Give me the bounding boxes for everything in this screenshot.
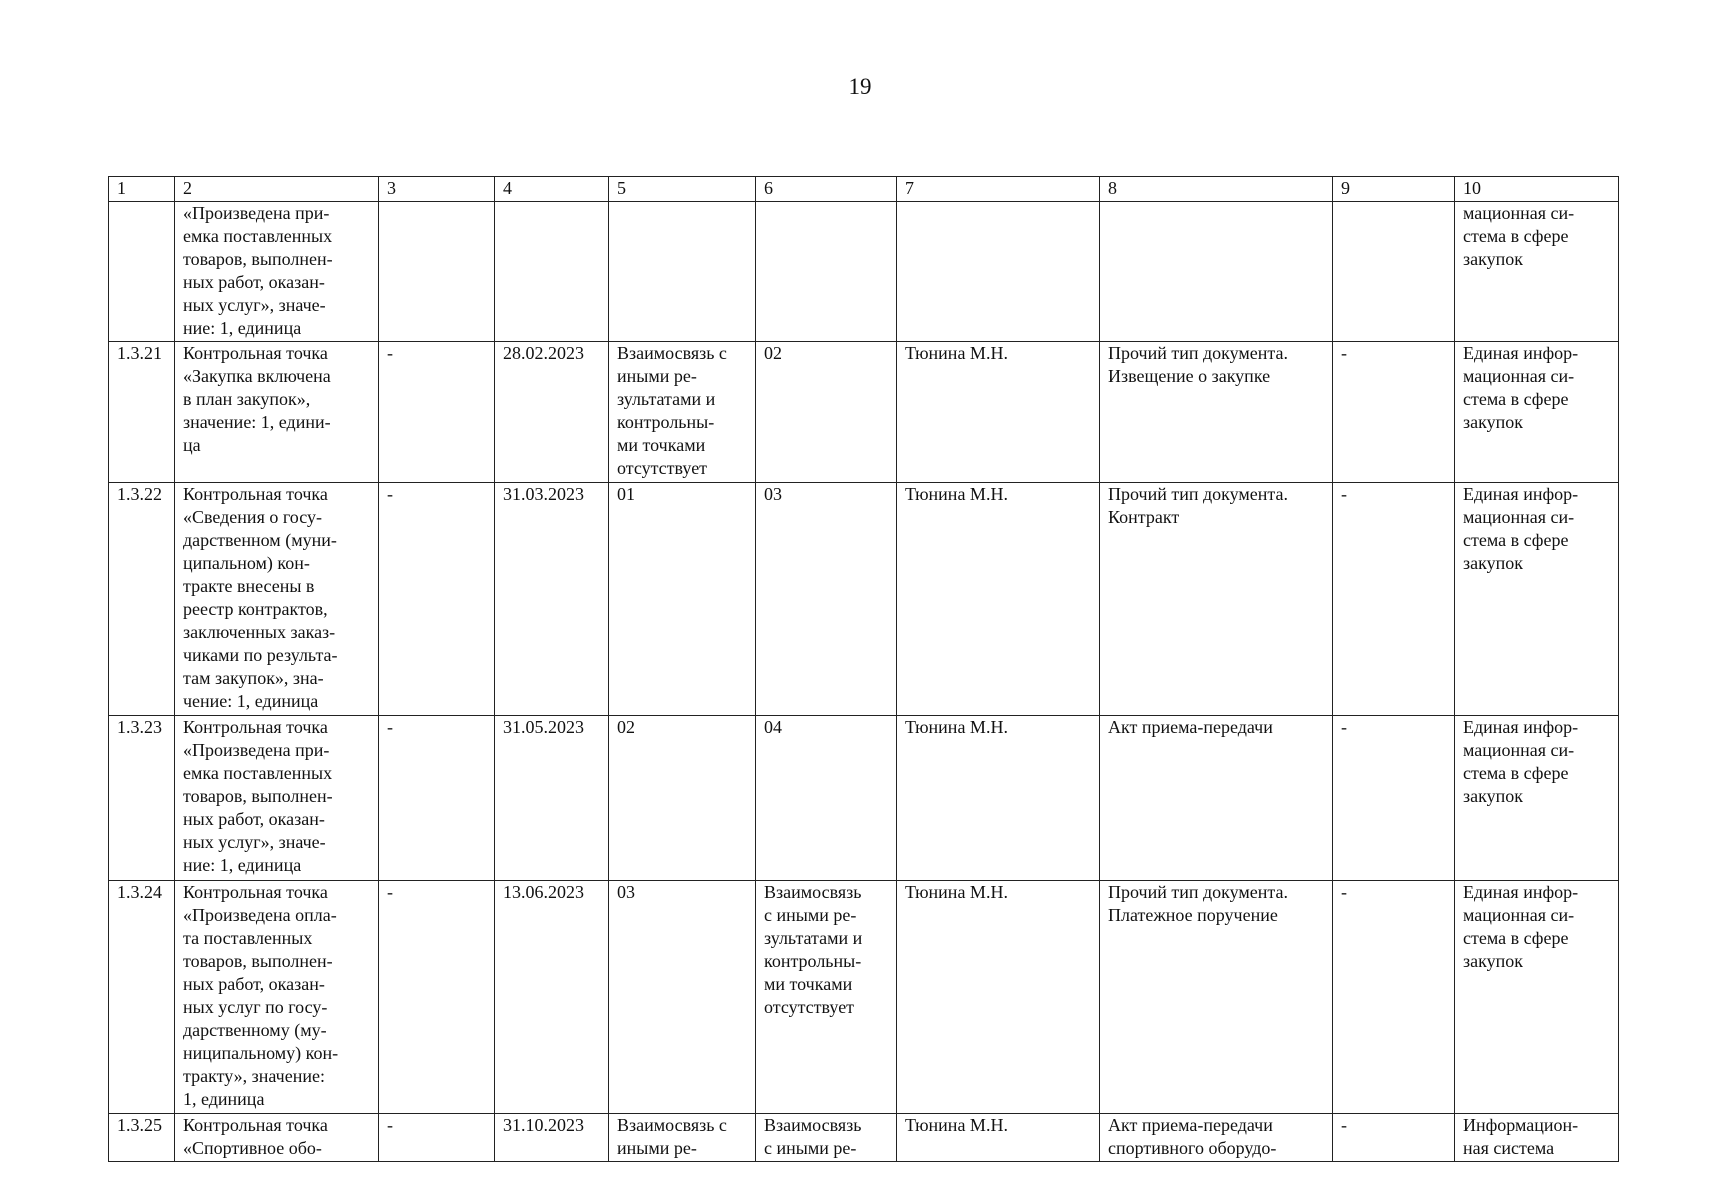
document-table: [108, 176, 1619, 1162]
header-cell: 4: [495, 177, 609, 202]
cell-col9: [1333, 202, 1455, 342]
info-system-cell: мационная си- стема в сфере закупок: [1455, 202, 1619, 342]
info-system-cell: Единая инфор- мационная си- стема в сфере закупок: [1455, 716, 1619, 881]
info-system-cell: Информацион- ная система: [1455, 1114, 1619, 1162]
header-cell: 2: [175, 177, 379, 202]
header-cell: 1: [109, 177, 175, 202]
responsible-cell: Тюнина М.Н.: [897, 716, 1100, 881]
checkpoint-name-cell: «Произведена при- емка поставленных товаров, выполнен- ных работ, оказан- ных услуг», значе- ние: 1, единица: [175, 202, 379, 342]
cell-col3: -: [379, 342, 495, 483]
cell-col6: Взаимосвязь с иными ре-: [756, 1114, 897, 1162]
cell-col5: 01: [609, 483, 756, 716]
cell-col3: -: [379, 881, 495, 1114]
cell-col5: 02: [609, 716, 756, 881]
cell-col9: -: [1333, 342, 1455, 483]
checkpoint-name-cell: Контрольная точка «Закупка включена в план закупок», значение: 1, едини- ца: [175, 342, 379, 483]
cell-col5: 03: [609, 881, 756, 1114]
info-system-cell: Единая инфор- мационная си- стема в сфере закупок: [1455, 881, 1619, 1114]
responsible-cell: Тюнина М.Н.: [897, 881, 1100, 1114]
responsible-cell: [897, 202, 1100, 342]
date-cell: 28.02.2023: [495, 342, 609, 483]
responsible-cell: Тюнина М.Н.: [897, 1114, 1100, 1162]
cell-col5: [609, 202, 756, 342]
cell-col3: -: [379, 1114, 495, 1162]
header-cell: 7: [897, 177, 1100, 202]
page-number: 19: [848, 74, 872, 99]
row-number-cell: 1.3.23: [109, 716, 175, 881]
header-cell: 3: [379, 177, 495, 202]
cell-col5: Взаимосвязь с иными ре-: [609, 1114, 756, 1162]
row-number-cell: 1.3.25: [109, 1114, 175, 1162]
cell-col6: 04: [756, 716, 897, 881]
header-cell: 5: [609, 177, 756, 202]
cell-col9: -: [1333, 881, 1455, 1114]
cell-col6: Взаимосвязь с иными ре- зультатами и контрольны- ми точками отсутствует: [756, 881, 897, 1114]
cell-col6: 02: [756, 342, 897, 483]
checkpoint-name-cell: Контрольная точка «Сведения о госу- дарственном (муни- ципальном) кон- тракте внесены в реестр контрактов, заключенных заказ- чиками по результа- там закупок», зна- чение: 1, единица: [175, 483, 379, 716]
header-cell: 6: [756, 177, 897, 202]
row-number-cell: 1.3.22: [109, 483, 175, 716]
date-cell: [495, 202, 609, 342]
table-header-row: [109, 177, 1619, 202]
header-cell: 9: [1333, 177, 1455, 202]
cell-col3: [379, 202, 495, 342]
row-number-cell: [109, 202, 175, 342]
document-type-cell: Прочий тип документа. Платежное поручение: [1100, 881, 1333, 1114]
responsible-cell: Тюнина М.Н.: [897, 483, 1100, 716]
document-type-cell: Акт приема-передачи: [1100, 716, 1333, 881]
cell-col9: -: [1333, 1114, 1455, 1162]
date-cell: 31.03.2023: [495, 483, 609, 716]
cell-col3: -: [379, 716, 495, 881]
cell-col9: -: [1333, 483, 1455, 716]
cell-col5: Взаимосвязь с иными ре- зультатами и контрольны- ми точками отсутствует: [609, 342, 756, 483]
date-cell: 31.10.2023: [495, 1114, 609, 1162]
cell-col6: 03: [756, 483, 897, 716]
row-number-cell: 1.3.24: [109, 881, 175, 1114]
cell-col6: [756, 202, 897, 342]
cell-col3: -: [379, 483, 495, 716]
checkpoint-name-cell: Контрольная точка «Спортивное обо-: [175, 1114, 379, 1162]
table-row: [109, 202, 1619, 342]
table-row: [109, 881, 1619, 1114]
table-row: [109, 342, 1619, 483]
document-type-cell: Прочий тип документа. Контракт: [1100, 483, 1333, 716]
table-row: [109, 1114, 1619, 1162]
responsible-cell: Тюнина М.Н.: [897, 342, 1100, 483]
header-cell: 10: [1455, 177, 1619, 202]
document-type-cell: Акт приема-передачи спортивного оборудо-: [1100, 1114, 1333, 1162]
document-type-cell: Прочий тип документа. Извещение о закупке: [1100, 342, 1333, 483]
checkpoint-name-cell: Контрольная точка «Произведена при- емка поставленных товаров, выполнен- ных работ, оказан- ных услуг», значе- ние: 1, единица: [175, 716, 379, 881]
table-row: [109, 716, 1619, 881]
info-system-cell: Единая инфор- мационная си- стема в сфере закупок: [1455, 342, 1619, 483]
row-number-cell: 1.3.21: [109, 342, 175, 483]
header-cell: 8: [1100, 177, 1333, 202]
info-system-cell: Единая инфор- мационная си- стема в сфере закупок: [1455, 483, 1619, 716]
checkpoint-name-cell: Контрольная точка «Произведена опла- та поставленных товаров, выполнен- ных работ, оказан- ных услуг по госу- дарственному (му- ниципальному) кон- тракту», значение: 1, единица: [175, 881, 379, 1114]
date-cell: 31.05.2023: [495, 716, 609, 881]
table-row: [109, 483, 1619, 716]
document-type-cell: [1100, 202, 1333, 342]
date-cell: 13.06.2023: [495, 881, 609, 1114]
cell-col9: -: [1333, 716, 1455, 881]
